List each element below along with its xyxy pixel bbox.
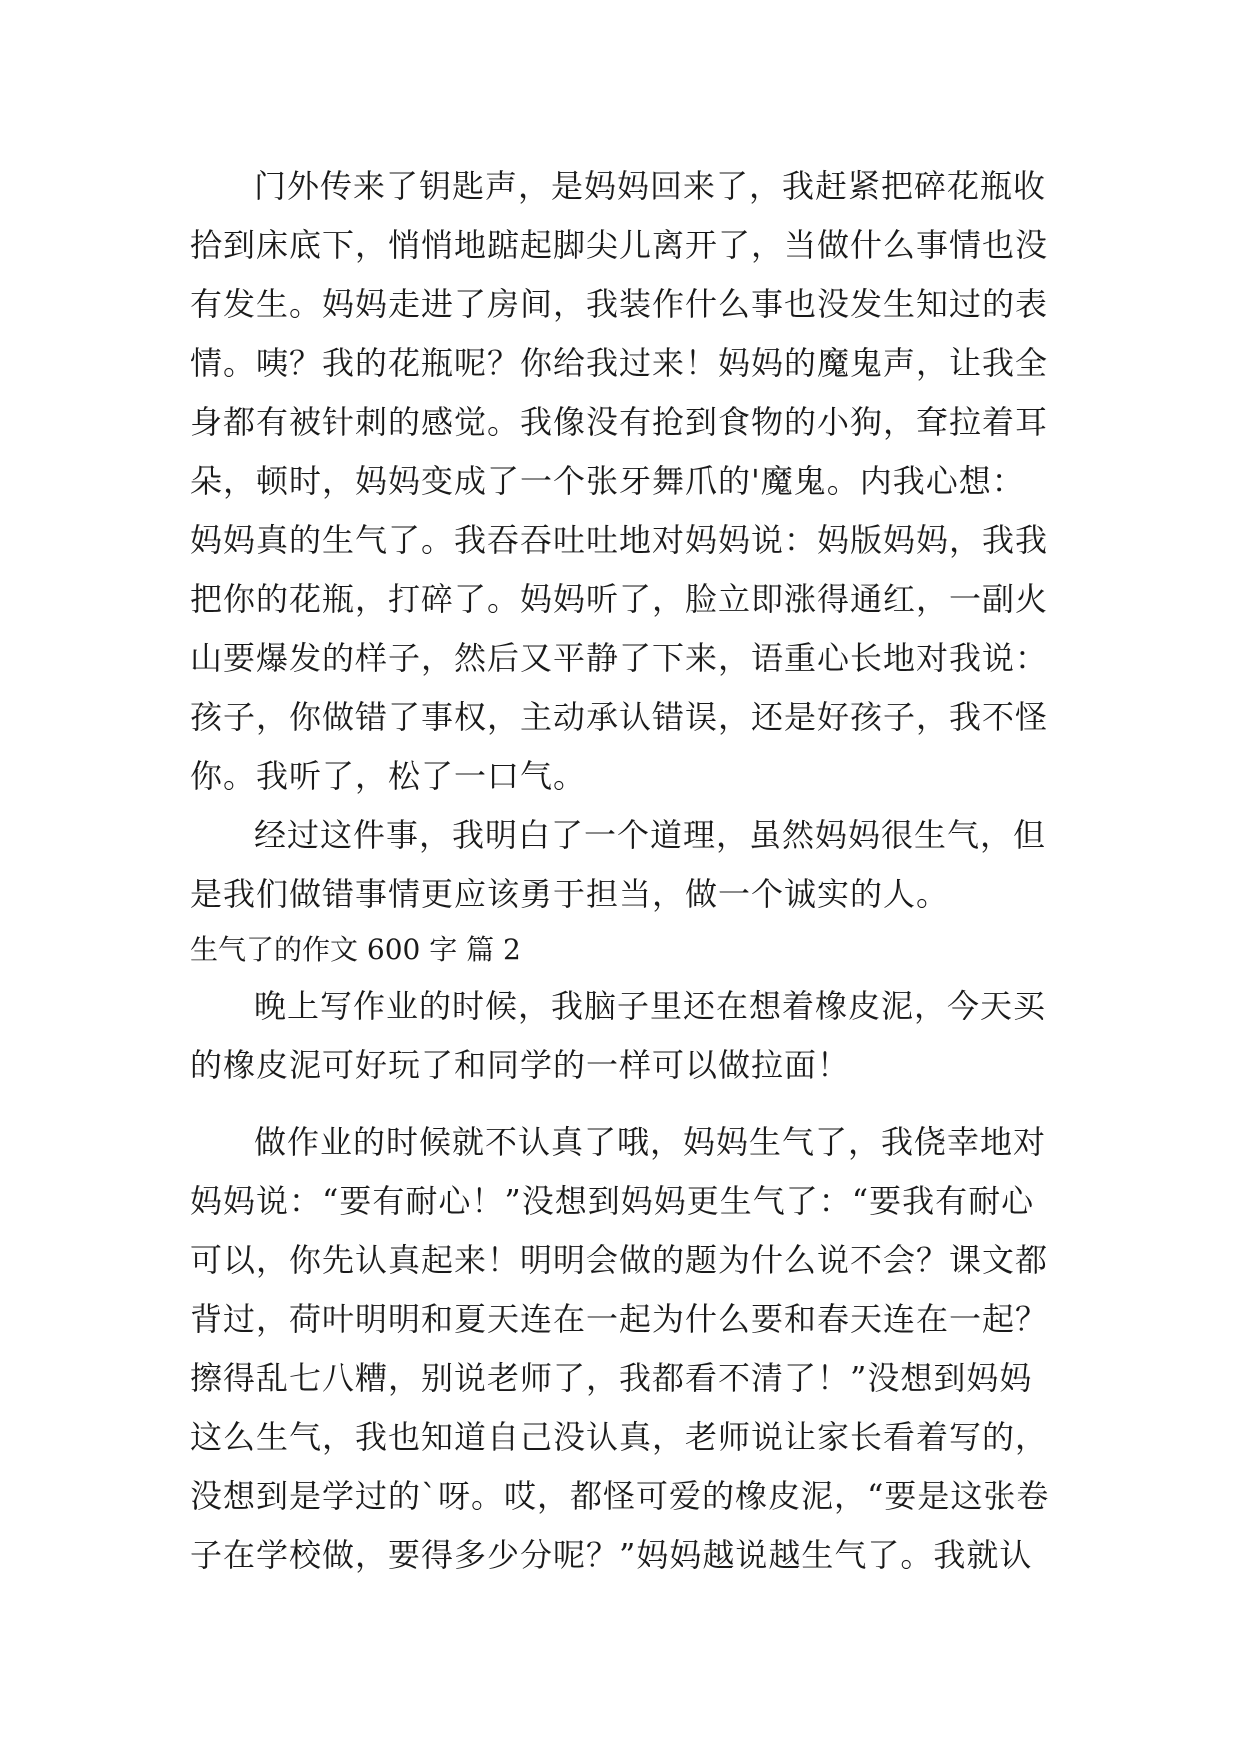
paragraph-1-line-6: 朵，顿时，妈妈变成了一个张牙舞爪的'魔鬼。内我心想： xyxy=(190,462,1025,500)
paragraph-4-line-2: 妈妈说：“要有耐心！”没想到妈妈更生气了：“要我有耐心 xyxy=(190,1182,1035,1220)
paragraph-1-line-5: 身都有被针刺的感觉。我像没有抢到食物的小狗，耷拉着耳 xyxy=(190,403,1049,441)
paragraph-1-line-8: 把你的花瓶，打碎了。妈妈听了，脸立即涨得通红，一副火 xyxy=(190,580,1049,618)
section-heading: 生气了的作文 600 字 篇 2 xyxy=(190,933,521,966)
paragraph-1-line-10: 孩子，你做错了事权，主动承认错误，还是好孩子，我不怪 xyxy=(190,698,1049,736)
paragraph-1-line-9: 山要爆发的样子，然后又平静了下来，语重心长地对我说： xyxy=(190,639,1049,677)
paragraph-4-line-6: 这么生气，我也知道自己没认真，老师说让家长看着写的， xyxy=(190,1418,1049,1456)
paragraph-4-line-8: 子在学校做，要得多少分呢？”妈妈越说越生气了。我就认 xyxy=(190,1536,1033,1574)
paragraph-4-line-3: 可以，你先认真起来！明明会做的题为什么说不会？课文都 xyxy=(190,1241,1049,1279)
paragraph-3-line-1: 晚上写作业的时候，我脑子里还在想着橡皮泥，今天买 xyxy=(254,987,1047,1025)
paragraph-1-line-2: 拾到床底下，悄悄地踮起脚尖儿离开了，当做什么事情也没 xyxy=(190,226,1049,264)
paragraph-1-line-7: 妈妈真的生气了。我吞吞吐吐地对妈妈说：妈版妈妈，我我 xyxy=(190,521,1049,559)
paragraph-2-line-1: 经过这件事，我明白了一个道理，虽然妈妈很生气，但 xyxy=(254,816,1047,854)
paragraph-1-line-11: 你。我听了，松了一口气。 xyxy=(190,757,587,795)
paragraph-1-line-3: 有发生。妈妈走进了房间，我装作什么事也没发生知过的表 xyxy=(190,285,1049,323)
paragraph-3-line-2: 的橡皮泥可好玩了和同学的一样可以做拉面！ xyxy=(190,1046,851,1084)
paragraph-2-line-2: 是我们做错事情更应该勇于担当，做一个诚实的人。 xyxy=(190,875,950,913)
paragraph-4-line-7: 没想到是学过的`呀。哎，都怪可爱的橡皮泥，“要是这张卷 xyxy=(190,1477,1050,1515)
paragraph-1-line-1: 门外传来了钥匙声，是妈妈回来了，我赶紧把碎花瓶收 xyxy=(254,167,1047,205)
paragraph-4-line-5: 擦得乱七八糟，别说老师了，我都看不清了！”没想到妈妈 xyxy=(190,1359,1033,1397)
paragraph-1-line-4: 情。咦？我的花瓶呢？你给我过来！妈妈的魔鬼声，让我全 xyxy=(190,344,1049,382)
paragraph-4-line-4: 背过，荷叶明明和夏天连在一起为什么要和春天连在一起？ xyxy=(190,1300,1049,1338)
paragraph-4-line-1: 做作业的时候就不认真了哦，妈妈生气了，我侥幸地对 xyxy=(254,1123,1047,1161)
